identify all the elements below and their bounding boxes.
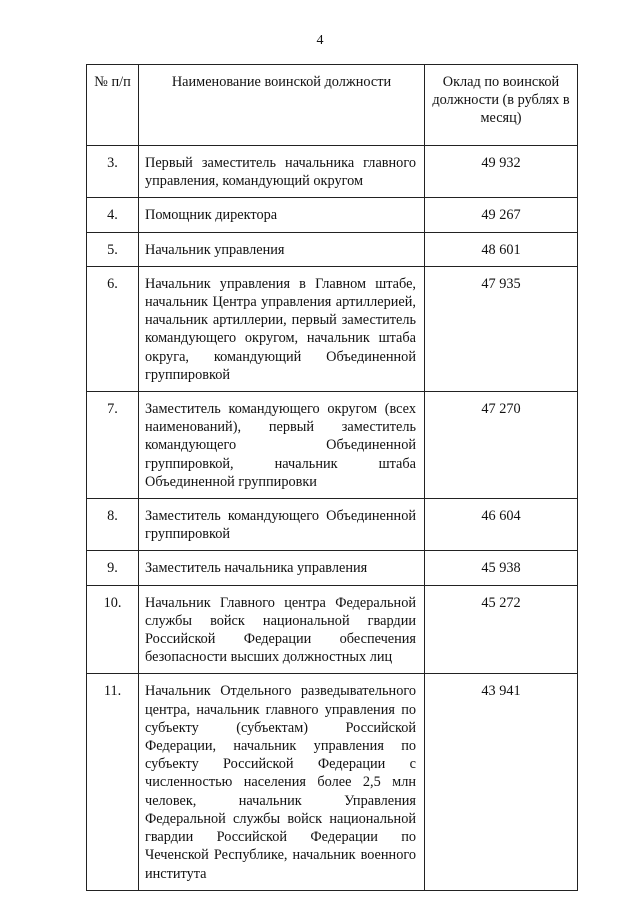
row-number: 4. (87, 198, 139, 232)
salary-value: 48 601 (425, 232, 578, 266)
position-name: Заместитель командующего округом (всех наименований), первый заместитель командующего Объединенной группировкой, начальник штаба Объединенной группировки (139, 392, 425, 499)
header-number: № п/п (87, 65, 139, 146)
table-row (87, 551, 578, 585)
salary-value: 47 270 (425, 392, 578, 499)
row-number: 8. (87, 499, 139, 551)
row-number: 5. (87, 232, 139, 266)
salary-value: 49 267 (425, 198, 578, 232)
salary-value: 47 935 (425, 266, 578, 391)
salary-value: 45 272 (425, 585, 578, 674)
table-row (87, 146, 578, 198)
salary-value: 46 604 (425, 499, 578, 551)
salary-table (86, 64, 578, 891)
header-salary: Оклад по воинской должности (в рублях в месяц) (425, 65, 578, 146)
table-row (87, 499, 578, 551)
position-name: Начальник Отдельного разведывательного центра, начальник главного управления по субъекту (субъектам) Российской Федерации, начальник управления по субъекту Российской Федерации с численностью населения более 2,5 млн человек, начальник Управления Федеральной службы войск национальной гвардии Российской Федерации по Чеченской Республике, начальник военного института (139, 674, 425, 890)
row-number: 10. (87, 585, 139, 674)
table-header-row (87, 65, 578, 146)
row-number: 7. (87, 392, 139, 499)
salary-value: 49 932 (425, 146, 578, 198)
position-name: Заместитель начальника управления (139, 551, 425, 585)
row-number: 9. (87, 551, 139, 585)
table-row (87, 232, 578, 266)
position-name: Начальник управления (139, 232, 425, 266)
position-name: Заместитель командующего Объединенной группировкой (139, 499, 425, 551)
position-name: Помощник директора (139, 198, 425, 232)
row-number: 3. (87, 146, 139, 198)
table-row (87, 198, 578, 232)
table-row (87, 266, 578, 391)
table-row (87, 585, 578, 674)
table-row (87, 674, 578, 890)
table-row (87, 392, 578, 499)
salary-value: 43 941 (425, 674, 578, 890)
table-body (87, 146, 578, 891)
position-name: Начальник управления в Главном штабе, начальник Центра управления артиллерией, начальник артиллерии, первый заместитель командующего округом, начальник штаба округа, командующий Объединенной группировкой (139, 266, 425, 391)
position-name: Начальник Главного центра Федеральной службы войск национальной гвардии Российской Федерации обеспечения безопасности высших должностных лиц (139, 585, 425, 674)
row-number: 11. (87, 674, 139, 890)
page-number: 4 (316, 33, 324, 48)
position-name: Первый заместитель начальника главного управления, командующий округом (139, 146, 425, 198)
row-number: 6. (87, 266, 139, 391)
header-position-name: Наименование воинской должности (139, 65, 425, 146)
salary-value: 45 938 (425, 551, 578, 585)
